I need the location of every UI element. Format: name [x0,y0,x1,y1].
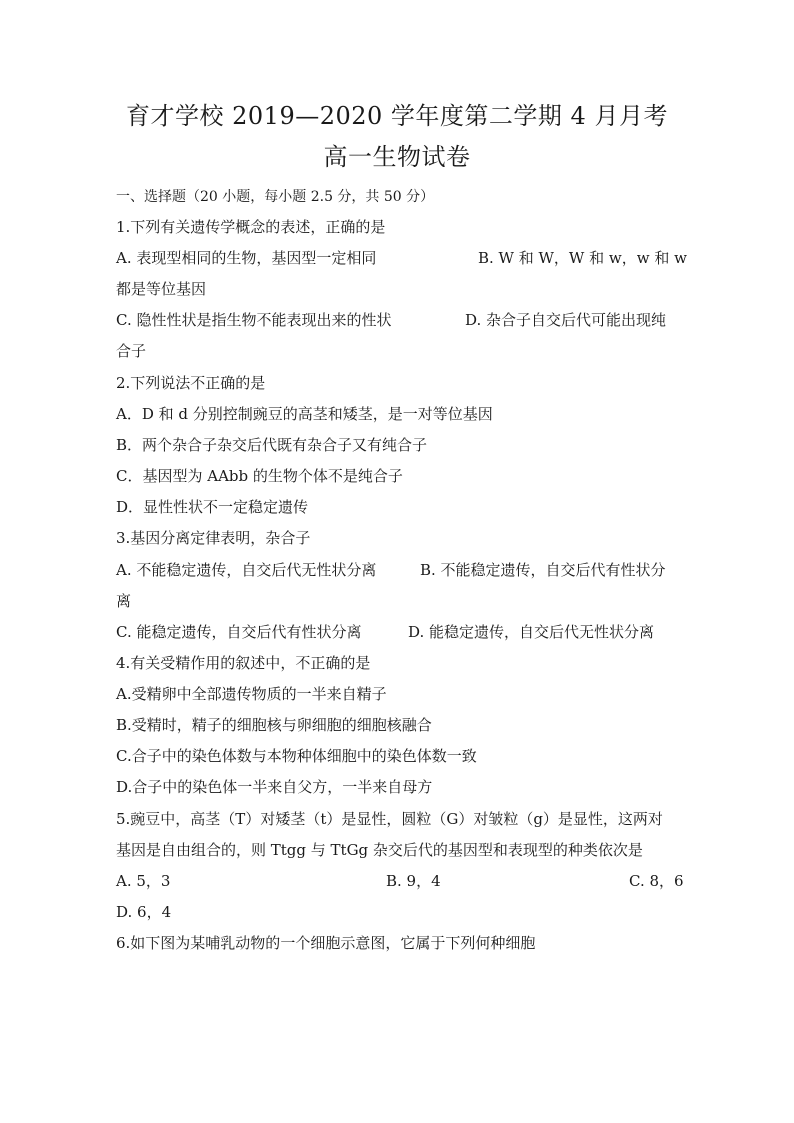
q4-option-c: C.合子中的染色体数与本物种体细胞中的染色体数一致 [116,747,477,765]
q4-stem: 4.有关受精作用的叙述中，不正确的是 [116,654,371,672]
q2-option-a: A．D 和 d 分别控制豌豆的高茎和矮茎，是一对等位基因 [116,405,493,423]
q3-stem: 3.基因分离定律表明，杂合子 [116,529,311,547]
q1-option-b: B. W 和 W，W 和 w，w 和 w [478,249,687,267]
q5-stem: 5.豌豆中，高茎（T）对矮茎（t）是显性，圆粒（G）对皱粒（g）是显性，这两对 [116,810,663,828]
q1-option-d: D. 杂合子自交后代可能出现纯 [465,311,667,329]
q3-option-a: A. 不能稳定遗传，自交后代无性状分离 [116,561,377,579]
q1-stem: 1.下列有关遗传学概念的表述，正确的是 [116,218,386,236]
q2-option-b: B．两个杂合子杂交后代既有杂合子又有纯合子 [116,436,428,454]
q1-option-d-cont: 合子 [116,342,147,360]
q3-options-ab [116,560,682,580]
q5-option-a: A. 5，3 [116,872,171,890]
q5-option-b: B. 9，4 [386,872,441,890]
q1-option-b-cont: 都是等位基因 [116,280,207,298]
q6-stem: 6.如下图为某哺乳动物的一个细胞示意图，它属于下列何种细胞 [116,934,536,952]
section-heading: 一、选择题（20 小题，每小题 2.5 分，共 50 分） [116,189,435,205]
q1-option-a: A. 表现型相同的生物，基因型一定相同 [116,249,377,267]
q4-option-d: D.合子中的染色体一半来自父方，一半来自母方 [116,778,433,796]
q5-option-c: C. 8，6 [629,872,684,890]
q1-options-ab [116,248,687,268]
q5-stem-cont: 基因是自由组合的，则 Ttgg 与 TtGg 杂交后代的基因型和表现型的种类依次是 [116,841,643,859]
q1-options-cd [116,310,682,330]
q5-options-abc [116,871,682,891]
q3-option-d: D. 能稳定遗传，自交后代无性状分离 [408,623,655,641]
q3-option-b-cont: 离 [116,592,132,610]
q5-option-d: D. 6，4 [116,903,172,921]
q3-options-cd [116,622,682,642]
q2-stem: 2.下列说法不正确的是 [116,374,266,392]
q3-option-c: C. 能稳定遗传，自交后代有性状分离 [116,623,362,641]
exam-title: 育才学校 2019—2020 学年度第二学期 4 月月考 [126,102,668,130]
q2-option-c: C．基因型为 AAbb 的生物个体不是纯合子 [116,467,403,485]
exam-subtitle: 高一生物试卷 [323,143,471,171]
q2-option-d: D．显性性状不一定稳定遗传 [116,498,309,516]
q3-option-b: B. 不能稳定遗传，自交后代有性状分 [420,561,666,579]
q4-option-a: A.受精卵中全部遗传物质的一半来自精子 [116,685,387,703]
q4-option-b: B.受精时，精子的细胞核与卵细胞的细胞核融合 [116,716,432,734]
q1-option-c: C. 隐性性状是指生物不能表现出来的性状 [116,311,392,329]
